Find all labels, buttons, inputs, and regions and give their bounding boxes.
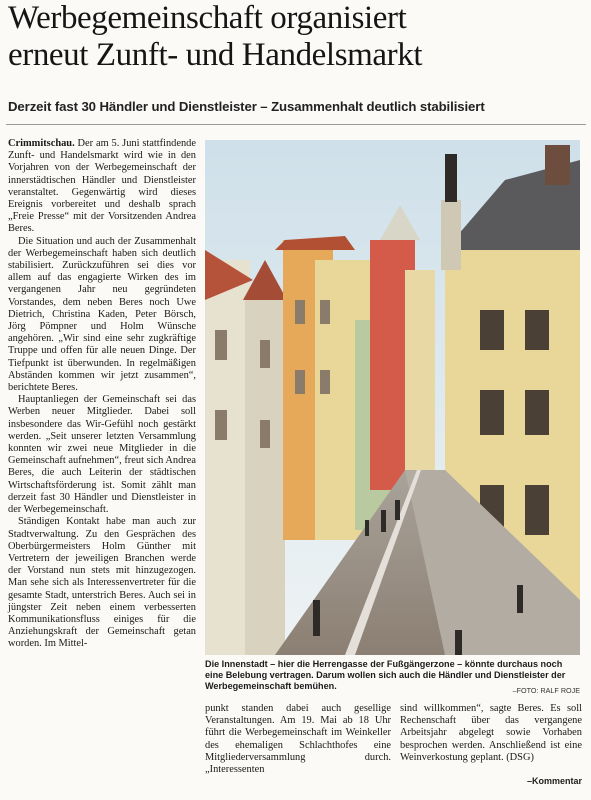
- paragraph-2: Die Situation und auch der Zusammenhalt der Werbegemeinschaft haben sich deutlich stabilisiert. Zurückzuführen sei dies vor allem auf das engagierte Wirken des im vergangenen Jahr neu gegründeten Vorstandes, dem neben Beres noch Uwe Dietrich, Christina Kaden, Peter Börsch, Jörg Pömpner und Holm Wünsche angehören. „Wir sind eine sehr zugkräftige Truppe und offen für alle neuen Dinge. Der Tiefpunkt ist überwunden. In regelmäßigen Abständen kommen wir jetzt zusammen“, berichtete Beres.: [8, 235, 196, 394]
- subheadline: Derzeit fast 30 Händler und Dienstleister – Zusammenhalt deutlich stabilisiert: [8, 99, 485, 114]
- photo-credit: –FOTO: RALF ROJE: [512, 686, 580, 695]
- headline-line-2: erneut Zunft- und Handelsmarkt: [8, 37, 423, 73]
- column-2: [205, 703, 391, 776]
- street-photo: [205, 140, 580, 655]
- herrengasse-photo-illustration: [205, 140, 580, 655]
- headline: [8, 0, 588, 74]
- dateline: Crimmitschau.: [8, 138, 75, 149]
- paragraph-3: Hauptanliegen der Gemeinschaft sei das Werben neuer Mitglieder. Dabei soll insbesondere das Wir-Gefühl noch gestärkt werden. „Seit unserer letzten Versammlung konnten wir zwei neue Mitglieder in die Gemeinschaft aufnehmen“, freut sich Andrea Beres, die auch Leiterin der städtischen Wirtschaftsförderung ist. Somit zählt man derzeit fast 30 Händler und Dienstleister in der Werbegemeinschaft.: [8, 394, 196, 516]
- paragraph-4: Ständigen Kontakt habe man auch zur Stadtverwaltung. Zu den Gesprächen des Oberbürgermeisters Holm Günther mit Vertretern der jeweiligen Branchen werde der Vorstand nun stets mit hinzugezogen. Man sehe sich als Interessenvertreter für die gesamte Stadt, unterstrich Beres. Auch sei in jüngster Zeit neben einem verbesserten Kommunikationsfluss einiges für die Anziehungskraft der Gemeinschaft getan worden. Im Mittel-: [8, 516, 196, 650]
- paragraph-6: sind willkommen“, sagte Beres. Es soll Rechenschaft über das vergangene Arbeitsjahr abgelegt sowie Vorhaben besprochen werden. Anschließend ist eine Weinverkostung geplant. (DSG): [400, 703, 582, 763]
- paragraph-5: punkt standen dabei auch gesellige Veranstaltungen. Am 19. Mai ab 18 Uhr führt die Werbegemeinschaft im Weinkeller des ehemaligen Schlachthofes eine Mitgliederversammlung durch. „Interessenten: [205, 703, 391, 776]
- paragraph-1: Crimmitschau. Der am 5. Juni stattfindende Zunft- und Handelsmarkt wird wie in den Vorjahren von der Werbegemeinschaft der innerstädtischen Händler und Dienstleister veranstaltet. Gegenwärtig wird dieses Ereignis vorbereitet und deshalb sprach „Freie Presse“ mit der Vorsitzenden Andrea Beres.: [8, 138, 196, 235]
- headline-line-1: Werbegemeinschaft organisiert: [8, 0, 407, 36]
- kommentar-reference: –Kommentar: [526, 776, 582, 786]
- photo-caption: Die Innenstadt – hier die Herrengasse der Fußgängerzone – könnte durchaus noch eine Belebung vertragen. Darum wollen sich auch die Händler und Dienstleister der Werbegemeinschaft bemühen.: [205, 659, 566, 692]
- subheadline-rule: [6, 124, 586, 125]
- column-1: [8, 138, 196, 651]
- column-3: [400, 703, 582, 764]
